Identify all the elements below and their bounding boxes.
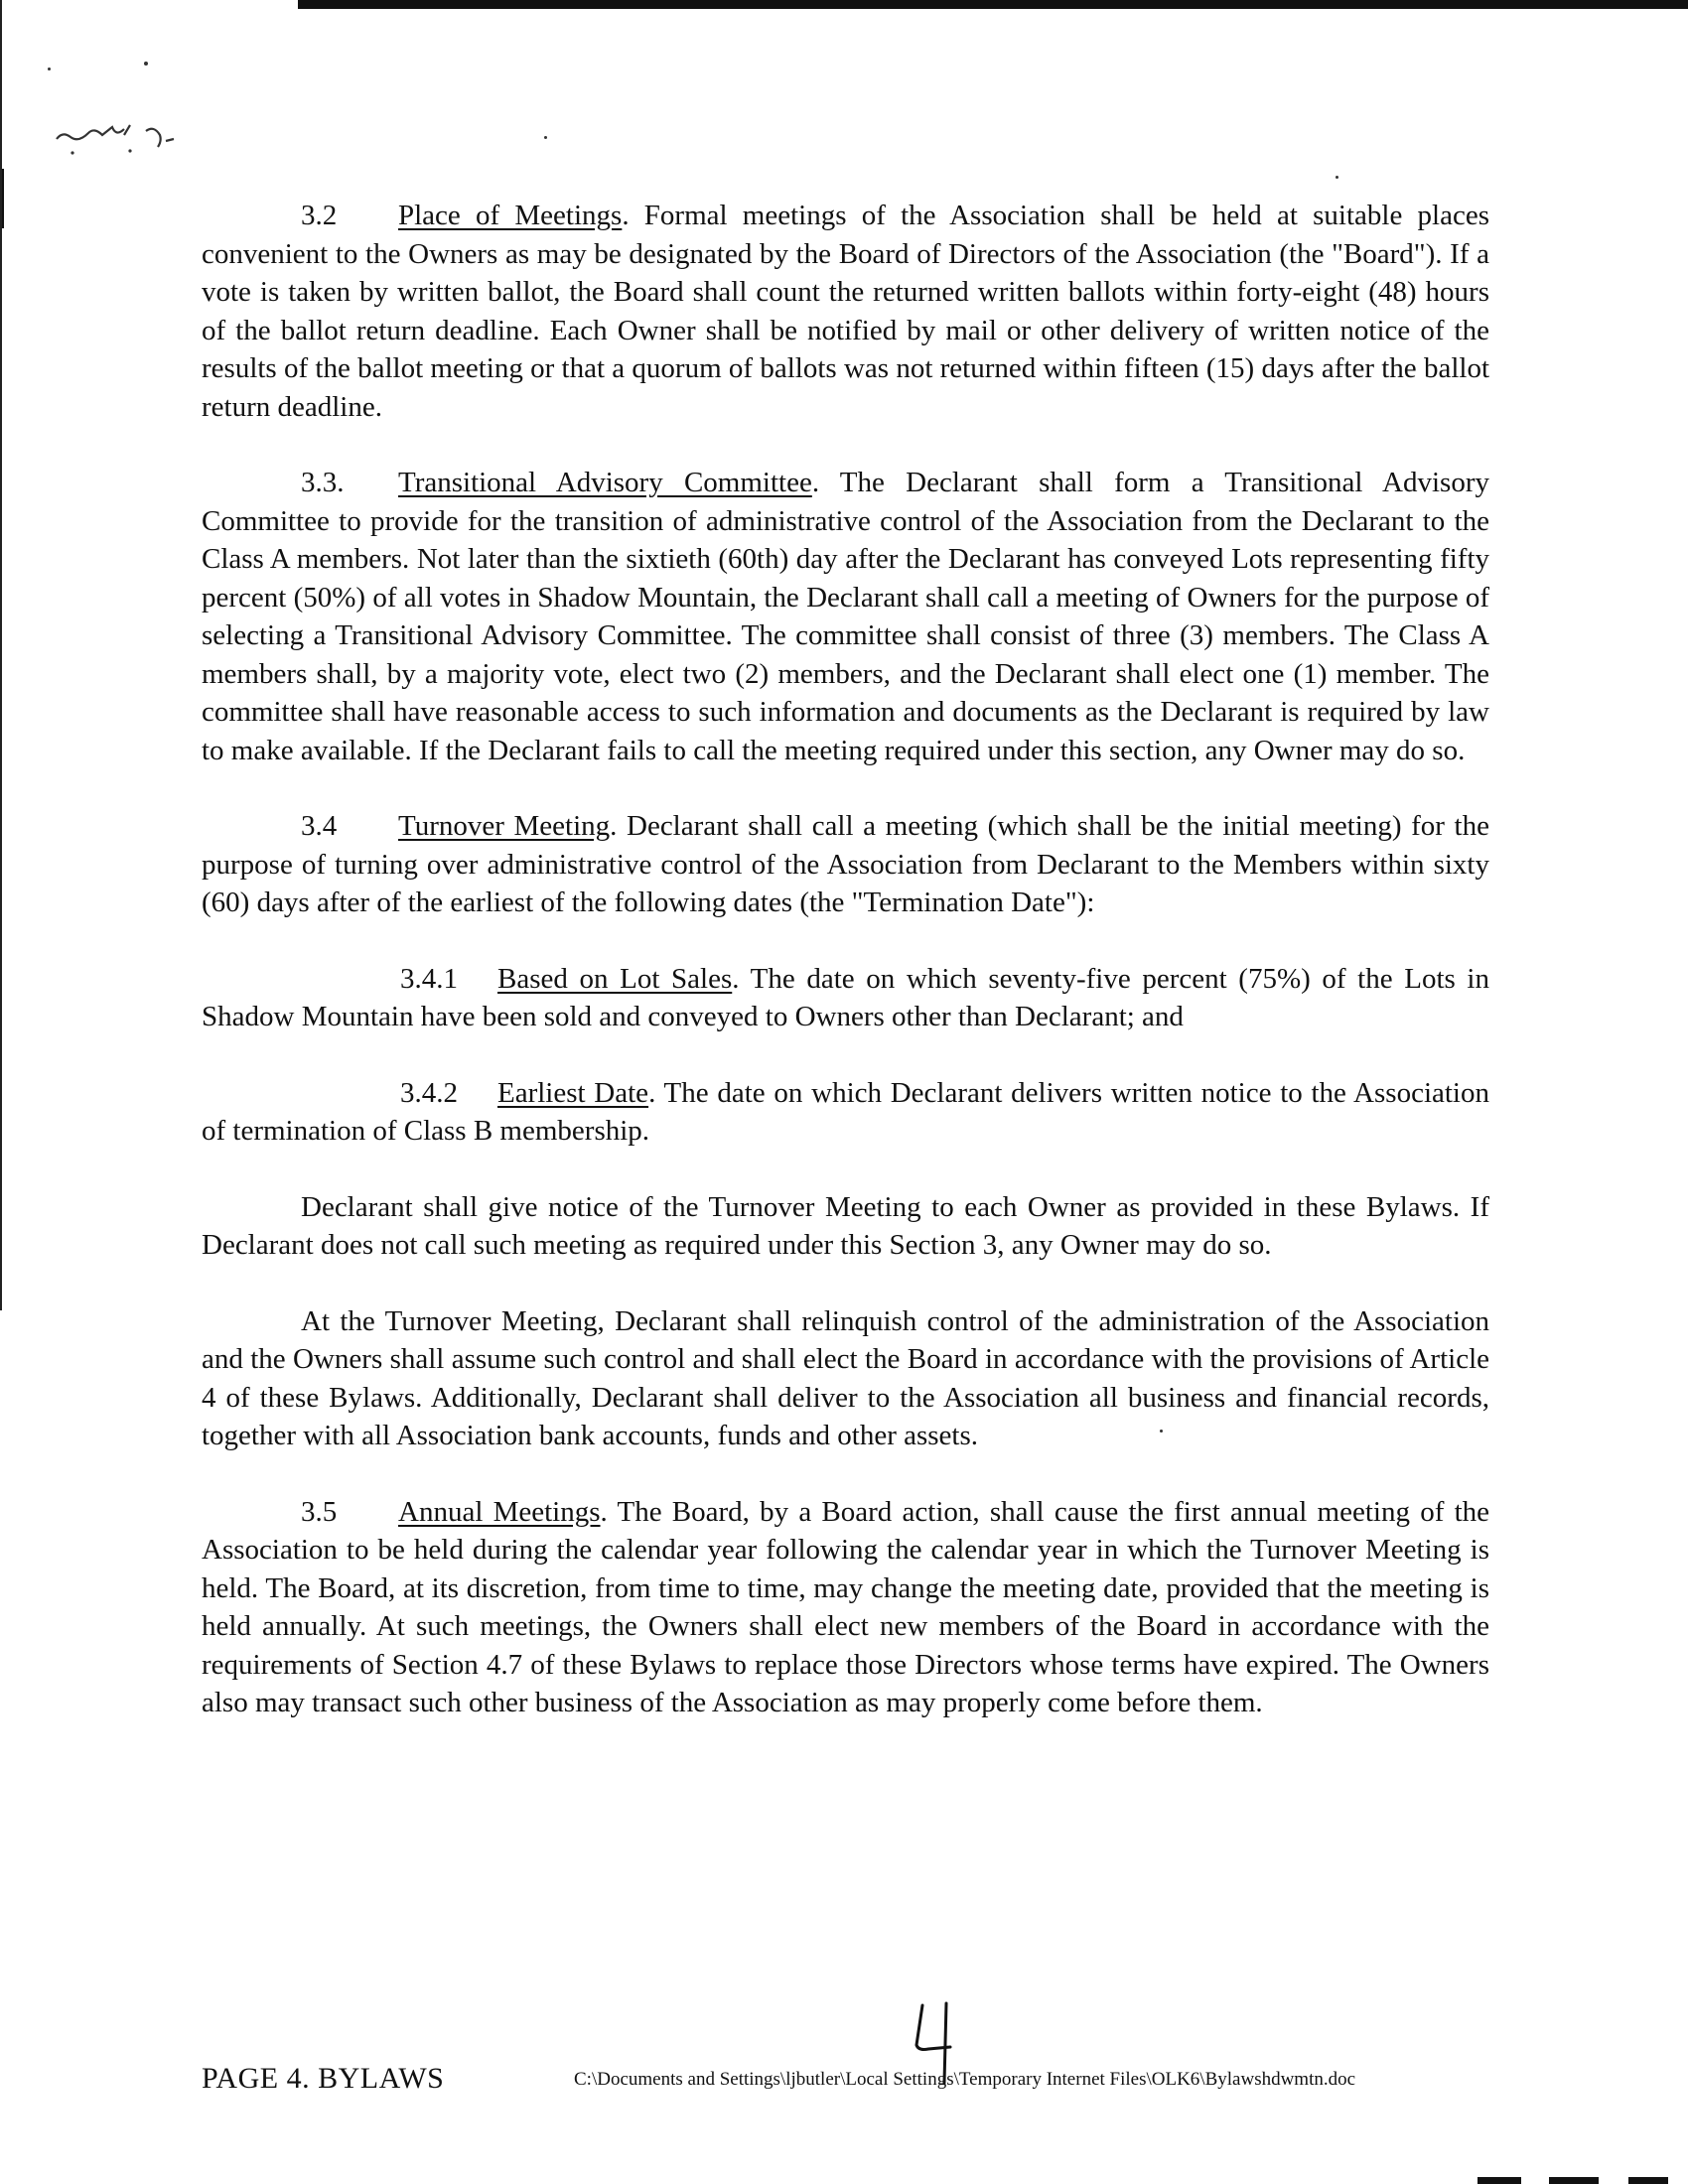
footer-page-label: PAGE 4. BYLAWS <box>202 2062 445 2095</box>
section-3-2 <box>202 197 1489 426</box>
section-number: 3.5 <box>301 1495 338 1528</box>
section-3-5 <box>202 1493 1489 1722</box>
section-heading: Place of Meetings <box>398 200 623 231</box>
scan-top-bar <box>298 0 1688 9</box>
paragraph-turnover-notice: Declarant shall give notice of the Turnover Meeting to each Owner as provided in these Bylaws. If Declarant does not call such meeting as required under this Section 3, any Owner may do so. <box>202 1190 1489 1261</box>
footer-file-path: C:\Documents and Settings\ljbutler\Local Settings\Temporary Internet Files\OLK6\Bylawshdwmtn.doc <box>574 2069 1356 2090</box>
section-text: . Declarant shall call a meeting (which shall be the initial meeting) for the purpose of turning over administrative control of the Association from Declarant to the Members within sixty (60) days after of the earliest of the following dates (the "Termination Date"): <box>202 810 1489 918</box>
subsection-text: . The date on which seventy-five percent (75%) of the Lots in Shadow Mountain have been sold and conveyed to Owners other than Declarant; and <box>202 962 1489 1032</box>
section-text: . The Declarant shall form a Transitional Advisory Committee to provide for the transition of administrative control of the Association from the Declarant to the Class A members. Not later than the sixtieth (60th) day after the Declarant has conveyed Lots representing fifty percent (50%) of all votes in Shadow Mountain, the Declarant shall call a meeting of Owners for the purpose of selecting a Transitional Advisory Committee. The committee shall consist of three (3) members. The Class A members shall, by a majority vote, elect two (2) members, and the Declarant shall elect one (1) member. The committee shall have reasonable access to such information and documents as the Declarant is required by law to make available. If the Declarant fails to call the meeting required under this section, any Owner may do so. <box>202 467 1489 766</box>
subsection-number: 3.4.1 <box>400 962 458 995</box>
scan-corner-mark <box>1628 2177 1668 2184</box>
section-heading: Annual Meetings <box>398 1495 601 1528</box>
section-3-4 <box>202 807 1489 922</box>
scan-corner-mark <box>1477 2177 1521 2184</box>
paragraph-turnover-meeting: At the Turnover Meeting, Declarant shall relinquish control of the administration of the Association and the Owners shall assume such control and shall elect the Board in accordance with the provisions of Article 4 of these Bylaws. Additionally, Declarant shall deliver to the Association all business and financial records, together with all Association bank accounts, funds and other assets. <box>202 1304 1489 1451</box>
section-3-3 <box>202 464 1489 769</box>
section-heading: Turnover Meeting <box>398 810 611 842</box>
section-number: 3.2 <box>301 200 338 231</box>
scan-corner-mark <box>1549 2177 1599 2184</box>
section-heading: Transitional Advisory Committee <box>398 467 812 498</box>
scan-speck <box>48 68 51 70</box>
body-text-block <box>202 197 1489 1722</box>
scan-speck <box>144 62 148 66</box>
scan-scribble-mark <box>55 117 184 157</box>
subsection-text: . The date on which Declarant delivers written notice to the Association of termination of Class B membership. <box>202 1076 1489 1147</box>
subsection-heading: Based on Lot Sales <box>497 962 733 995</box>
subsection-number: 3.4.2 <box>400 1076 458 1109</box>
section-number: 3.4 <box>301 810 338 842</box>
scan-left-edge-mark <box>2 169 4 228</box>
subsection-3-4-1 <box>202 960 1489 1036</box>
section-number: 3.3. <box>301 467 345 498</box>
section-text: . Formal meetings of the Association shall be held at suitable places convenient to the Owners as may be designated by the Board of Directors of the Association (the "Board"). If a vote is taken by written ballot, the Board shall count the returned written ballots within forty-eight (48) hours of the ballot return deadline. Each Owner shall be notified by mail or other delivery of written notice of the results of the ballot meeting or that a quorum of ballots was not returned within fifteen (15) days after the ballot return deadline. <box>202 200 1490 423</box>
scan-speck <box>544 136 547 139</box>
subsection-3-4-2 <box>202 1074 1489 1151</box>
subsection-heading: Earliest Date <box>497 1076 649 1109</box>
section-text: . The Board, by a Board action, shall cause the first annual meeting of the Association to be held during the calendar year following the calendar year in which the Turnover Meeting is held. The Board, at its discretion, from time to time, may change the meeting date, provided that the meeting is held annually. At such meetings, the Owners shall elect new members of the Board in accordance with the requirements of Section 4.7 of these Bylaws to replace those Directors whose terms have expired. The Owners also may transact such other business of the Association as may properly come before them. <box>202 1495 1489 1718</box>
scan-speck <box>1336 176 1338 179</box>
